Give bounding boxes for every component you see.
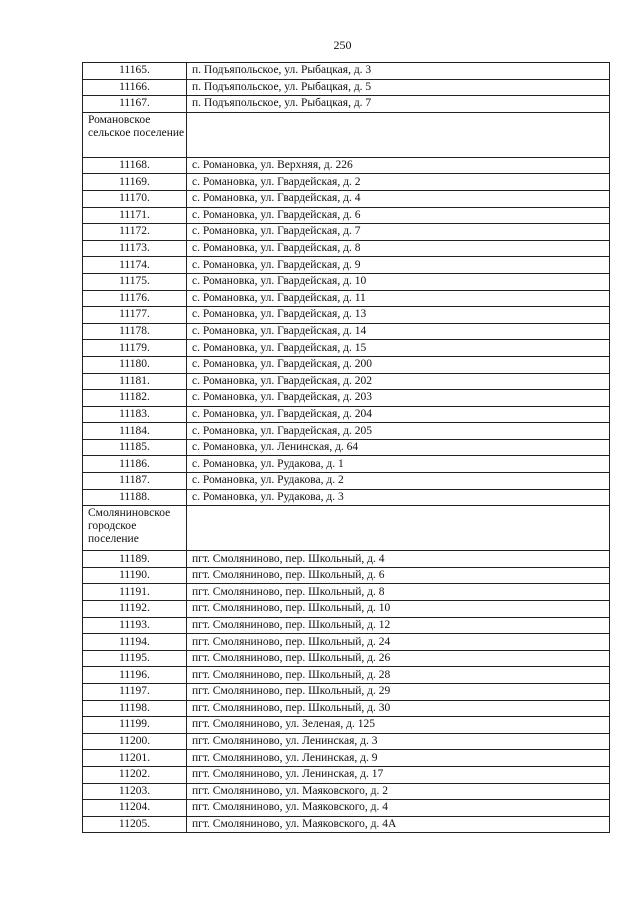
row-number: 11200. bbox=[83, 733, 187, 750]
row-address: п. Подъяпольское, ул. Рыбацкая, д. 7 bbox=[187, 96, 610, 113]
table-row bbox=[83, 323, 610, 340]
table-row bbox=[83, 96, 610, 113]
table-row bbox=[83, 307, 610, 324]
address-table bbox=[82, 62, 610, 833]
row-address: пгт. Смоляниново, ул. Маяковского, д. 4 bbox=[187, 800, 610, 817]
table-row bbox=[83, 816, 610, 833]
row-number: 11179. bbox=[83, 340, 187, 357]
row-number: 11201. bbox=[83, 750, 187, 767]
table-row bbox=[83, 373, 610, 390]
table-row bbox=[83, 406, 610, 423]
row-address: с. Романовка, ул. Гвардейская, д. 204 bbox=[187, 406, 610, 423]
row-address: с. Романовка, ул. Гвардейская, д. 4 bbox=[187, 190, 610, 207]
page-number: 250 bbox=[333, 38, 352, 52]
row-address bbox=[187, 112, 610, 157]
row-number: 11186. bbox=[83, 456, 187, 473]
table-row bbox=[83, 157, 610, 174]
table-row bbox=[83, 224, 610, 241]
row-number: 11183. bbox=[83, 406, 187, 423]
row-address: с. Романовка, ул. Гвардейская, д. 8 bbox=[187, 240, 610, 257]
section-row bbox=[83, 506, 610, 551]
row-address: с. Романовка, ул. Рудакова, д. 1 bbox=[187, 456, 610, 473]
row-address: пгт. Смоляниново, пер. Школьный, д. 26 bbox=[187, 650, 610, 667]
row-address: пгт. Смоляниново, ул. Маяковского, д. 2 bbox=[187, 783, 610, 800]
table-row bbox=[83, 79, 610, 96]
table-row bbox=[83, 390, 610, 407]
table-row bbox=[83, 717, 610, 734]
table-row bbox=[83, 240, 610, 257]
row-number: 11199. bbox=[83, 717, 187, 734]
row-address: пгт. Смоляниново, ул. Ленинская, д. 17 bbox=[187, 766, 610, 783]
row-address: с. Романовка, ул. Гвардейская, д. 11 bbox=[187, 290, 610, 307]
row-number: 11192. bbox=[83, 601, 187, 618]
row-number: 11204. bbox=[83, 800, 187, 817]
table-row bbox=[83, 423, 610, 440]
row-number: 11197. bbox=[83, 684, 187, 701]
row-number: 11193. bbox=[83, 617, 187, 634]
row-number: 11203. bbox=[83, 783, 187, 800]
row-address: с. Романовка, ул. Ленинская, д. 64 bbox=[187, 439, 610, 456]
table-row bbox=[83, 356, 610, 373]
row-address: с. Романовка, ул. Гвардейская, д. 10 bbox=[187, 273, 610, 290]
table-row bbox=[83, 800, 610, 817]
row-number: 11182. bbox=[83, 390, 187, 407]
row-address: с. Романовка, ул. Гвардейская, д. 6 bbox=[187, 207, 610, 224]
row-number: 11165. bbox=[83, 63, 187, 80]
table-row bbox=[83, 273, 610, 290]
row-number: 11188. bbox=[83, 489, 187, 506]
row-address: пгт. Смоляниново, пер. Школьный, д. 10 bbox=[187, 601, 610, 618]
row-address: с. Романовка, ул. Гвардейская, д. 7 bbox=[187, 224, 610, 241]
row-address: с. Романовка, ул. Гвардейская, д. 200 bbox=[187, 356, 610, 373]
row-address: с. Романовка, ул. Гвардейская, д. 203 bbox=[187, 390, 610, 407]
row-number: 11194. bbox=[83, 634, 187, 651]
row-address: пгт. Смоляниново, пер. Школьный, д. 29 bbox=[187, 684, 610, 701]
row-number: 11170. bbox=[83, 190, 187, 207]
table-row bbox=[83, 340, 610, 357]
row-address: пгт. Смоляниново, пер. Школьный, д. 24 bbox=[187, 634, 610, 651]
table-row bbox=[83, 650, 610, 667]
table-row bbox=[83, 63, 610, 80]
row-address: пгт. Смоляниново, пер. Школьный, д. 6 bbox=[187, 567, 610, 584]
table-row bbox=[83, 207, 610, 224]
row-address: пгт. Смоляниново, ул. Зеленая, д. 125 bbox=[187, 717, 610, 734]
table-row bbox=[83, 584, 610, 601]
row-address: пгт. Смоляниново, пер. Школьный, д. 12 bbox=[187, 617, 610, 634]
row-address: с. Романовка, ул. Гвардейская, д. 202 bbox=[187, 373, 610, 390]
table-row bbox=[83, 766, 610, 783]
row-number: 11177. bbox=[83, 307, 187, 324]
table-row bbox=[83, 290, 610, 307]
table-row bbox=[83, 684, 610, 701]
table-row bbox=[83, 601, 610, 618]
row-address: пгт. Смоляниново, ул. Ленинская, д. 3 bbox=[187, 733, 610, 750]
row-number: 11175. bbox=[83, 273, 187, 290]
row-number: 11191. bbox=[83, 584, 187, 601]
table-row bbox=[83, 750, 610, 767]
row-address: с. Романовка, ул. Верхняя, д. 226 bbox=[187, 157, 610, 174]
row-address: с. Романовка, ул. Рудакова, д. 2 bbox=[187, 473, 610, 490]
row-address: п. Подъяпольское, ул. Рыбацкая, д. 5 bbox=[187, 79, 610, 96]
row-address: с. Романовка, ул. Гвардейская, д. 9 bbox=[187, 257, 610, 274]
row-address: с. Романовка, ул. Гвардейская, д. 2 bbox=[187, 174, 610, 191]
row-number: 11168. bbox=[83, 157, 187, 174]
row-address: с. Романовка, ул. Гвардейская, д. 14 bbox=[187, 323, 610, 340]
row-address: п. Подъяпольское, ул. Рыбацкая, д. 3 bbox=[187, 63, 610, 80]
row-address: с. Романовка, ул. Гвардейская, д. 13 bbox=[187, 307, 610, 324]
section-title: Смоляниновское городское поселение bbox=[83, 506, 187, 551]
row-number: 11169. bbox=[83, 174, 187, 191]
table-row bbox=[83, 489, 610, 506]
row-number: 11196. bbox=[83, 667, 187, 684]
row-address: пгт. Смоляниново, пер. Школьный, д. 8 bbox=[187, 584, 610, 601]
row-number: 11198. bbox=[83, 700, 187, 717]
row-number: 11167. bbox=[83, 96, 187, 113]
row-number: 11180. bbox=[83, 356, 187, 373]
row-number: 11205. bbox=[83, 816, 187, 833]
row-number: 11176. bbox=[83, 290, 187, 307]
row-address: с. Романовка, ул. Гвардейская, д. 205 bbox=[187, 423, 610, 440]
table-row bbox=[83, 174, 610, 191]
table-row bbox=[83, 783, 610, 800]
row-number: 11190. bbox=[83, 567, 187, 584]
table-row bbox=[83, 733, 610, 750]
section-row bbox=[83, 112, 610, 157]
row-number: 11181. bbox=[83, 373, 187, 390]
row-number: 11173. bbox=[83, 240, 187, 257]
row-address: пгт. Смоляниново, пер. Школьный, д. 28 bbox=[187, 667, 610, 684]
address-table-body bbox=[83, 63, 610, 833]
table-row bbox=[83, 617, 610, 634]
row-number: 11174. bbox=[83, 257, 187, 274]
table-row bbox=[83, 551, 610, 568]
section-title: Романовское сельское поселение bbox=[83, 112, 187, 157]
row-number: 11185. bbox=[83, 439, 187, 456]
table-row bbox=[83, 567, 610, 584]
row-address: пгт. Смоляниново, пер. Школьный, д. 4 bbox=[187, 551, 610, 568]
row-number: 11166. bbox=[83, 79, 187, 96]
row-address: с. Романовка, ул. Гвардейская, д. 15 bbox=[187, 340, 610, 357]
table-row bbox=[83, 190, 610, 207]
row-number: 11195. bbox=[83, 650, 187, 667]
table-row bbox=[83, 667, 610, 684]
row-number: 11189. bbox=[83, 551, 187, 568]
row-number: 11187. bbox=[83, 473, 187, 490]
row-address bbox=[187, 506, 610, 551]
table-row bbox=[83, 257, 610, 274]
row-address: пгт. Смоляниново, ул. Маяковского, д. 4А bbox=[187, 816, 610, 833]
table-row bbox=[83, 473, 610, 490]
row-number: 11202. bbox=[83, 766, 187, 783]
row-address: пгт. Смоляниново, ул. Ленинская, д. 9 bbox=[187, 750, 610, 767]
row-address: пгт. Смоляниново, пер. Школьный, д. 30 bbox=[187, 700, 610, 717]
table-row bbox=[83, 700, 610, 717]
table-row bbox=[83, 634, 610, 651]
row-number: 11184. bbox=[83, 423, 187, 440]
row-number: 11171. bbox=[83, 207, 187, 224]
table-row bbox=[83, 456, 610, 473]
row-number: 11172. bbox=[83, 224, 187, 241]
row-address: с. Романовка, ул. Рудакова, д. 3 bbox=[187, 489, 610, 506]
row-number: 11178. bbox=[83, 323, 187, 340]
table-row bbox=[83, 439, 610, 456]
